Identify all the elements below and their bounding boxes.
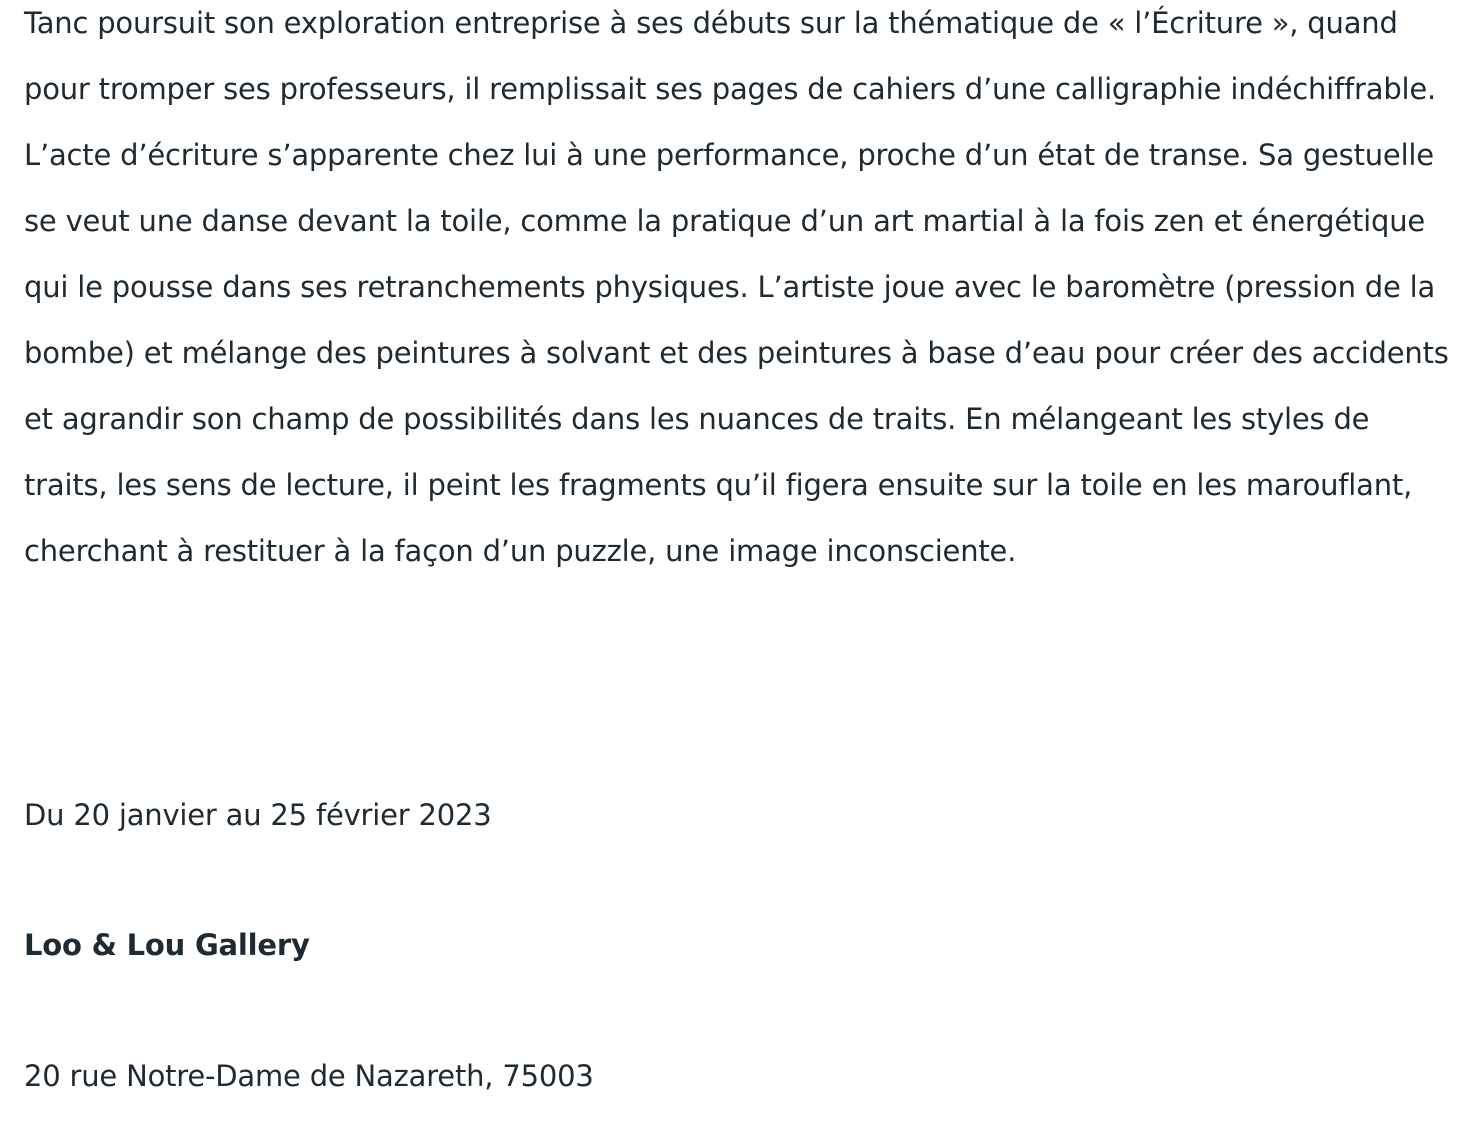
exhibition-dates: Du 20 janvier au 25 février 2023 — [24, 798, 492, 832]
article-paragraph: Tanc poursuit son exploration entreprise à ses débuts sur la thématique de « l’Écriture », quand pour tromper ses professeurs, il remplissait ses pages de cahiers d’une calligraphie indéchiffrable. L’acte d’écriture s’apparente chez lui à une performance, proche d’un état de transe. Sa gestuelle se veut une danse devant la toile, comme la pratique d’un art martial à la fois zen et énergétique qui le pousse dans ses retranchements physiques. L’artiste joue avec le baromètre (pression de la bombe) et mélange des peintures à solvant et des peintures à base d’eau pour créer des accidents et agrandir son champ de possibilités dans les nuances de traits. En mélangeant les styles de traits, les sens de lecture, il peint les fragments qu’il figera ensuite sur la toile en les marouflant, cherchant à restituer à la façon d’un puzzle, une image inconsciente. — [24, 6, 1449, 568]
gallery-address: 20 rue Notre-Dame de Nazareth, 75003 — [24, 1059, 594, 1093]
gallery-name: Loo & Lou Gallery — [24, 928, 310, 962]
